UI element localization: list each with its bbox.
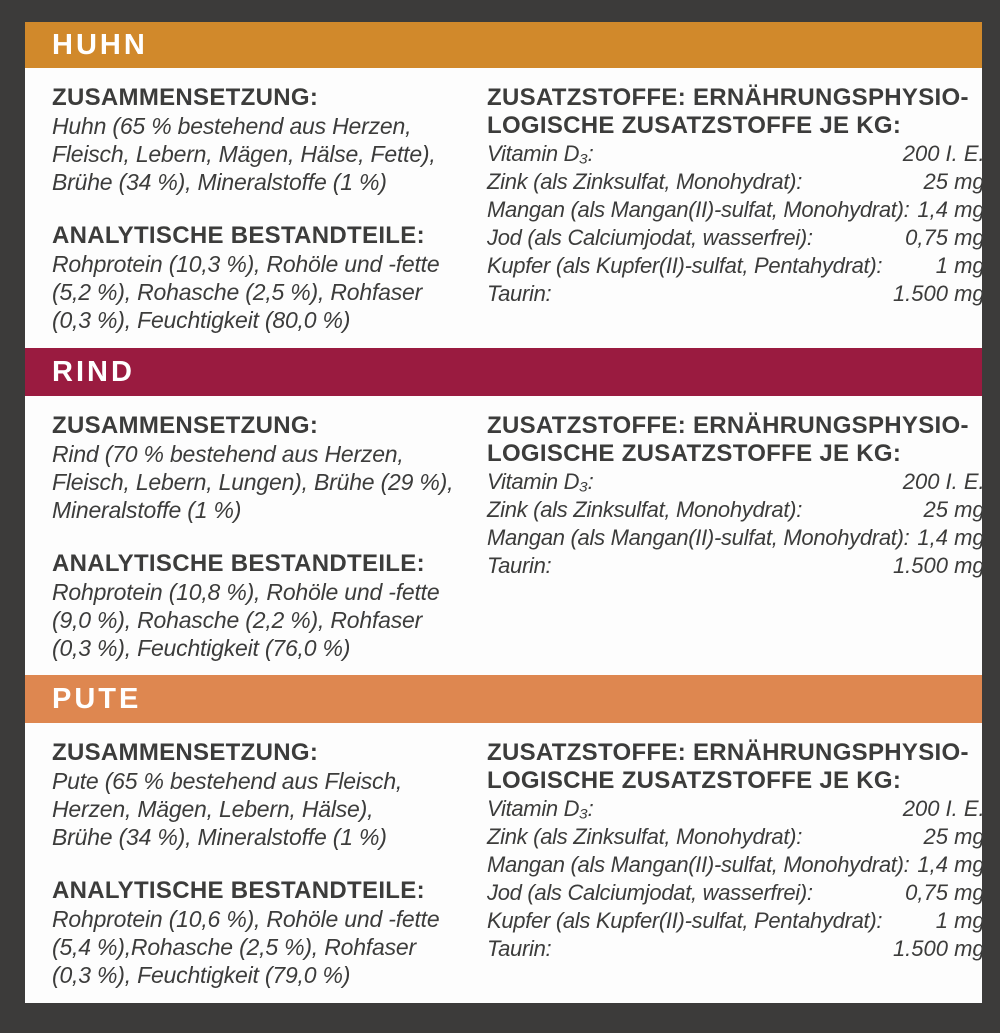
analytical-text: [52, 250, 464, 334]
additive-row: [487, 140, 985, 168]
additive-value: 25 mg: [923, 169, 985, 194]
additive-value: 1,4 mg: [917, 197, 985, 222]
additive-label: Jod (als Calciumjodat, wasserfrei):: [487, 880, 813, 905]
text-line: Rohprotein (10,3 %), Rohöle und -fette: [52, 251, 440, 277]
additive-row: [487, 907, 985, 935]
additive-value: 1,4 mg: [917, 852, 985, 877]
additives-heading-line1: ZUSATZSTOFFE: ERNÄHRUNGSPHYSIO-: [487, 84, 969, 111]
additive-row: [487, 252, 985, 280]
additive-row: [487, 935, 985, 963]
section-header-pute: [25, 675, 982, 723]
additive-row: [487, 196, 985, 224]
composition-heading: ZUSAMMENSETZUNG:: [52, 739, 319, 766]
analytical-heading: ANALYTISCHE BESTANDTEILE:: [52, 550, 425, 577]
additives-column-pute: [487, 739, 985, 1003]
composition-column-huhn: [52, 84, 464, 348]
composition-column-rind: [52, 412, 464, 675]
additive-value: 25 mg: [923, 497, 985, 522]
text-line: Brühe (34 %), Mineralstoffe (1 %): [52, 824, 387, 850]
additives-column-huhn: [487, 84, 985, 348]
additive-label: Zink (als Zinksulfat, Monohydrat):: [487, 169, 803, 194]
additives-heading-line2: LOGISCHE ZUSATZSTOFFE JE KG:: [487, 440, 902, 467]
additives-heading-line2: LOGISCHE ZUSATZSTOFFE JE KG:: [487, 112, 902, 139]
additive-value: 200 I. E.: [902, 141, 985, 166]
text-line: Pute (65 % bestehend aus Fleisch,: [52, 768, 403, 794]
composition-text: [52, 440, 464, 524]
composition-column-pute: [52, 739, 464, 1003]
additive-row: [487, 524, 985, 552]
text-line: Herzen, Mägen, Lebern, Hälse),: [52, 796, 374, 822]
text-line: (5,2 %), Rohasche (2,5 %), Rohfaser: [52, 279, 423, 305]
additive-row: [487, 280, 985, 308]
additive-value: 1 mg: [935, 908, 985, 933]
additive-label: Vitamin D₃:: [487, 141, 594, 166]
additives-heading-line2: LOGISCHE ZUSATZSTOFFE JE KG:: [487, 767, 902, 794]
ingredient-panel: [25, 22, 985, 1003]
text-line: (5,4 %),Rohasche (2,5 %), Rohfaser: [52, 934, 416, 960]
additive-value: 1.500 mg: [892, 936, 985, 961]
text-line: Rind (70 % bestehend aus Herzen,: [52, 441, 404, 467]
additive-value: 25 mg: [923, 824, 985, 849]
additive-label: Taurin:: [487, 281, 552, 306]
text-line: (9,0 %), Rohasche (2,2 %), Rohfaser: [52, 607, 423, 633]
additive-label: Taurin:: [487, 936, 552, 961]
additive-row: [487, 851, 985, 879]
section-header-rind: [25, 348, 982, 396]
analytical-text: [52, 578, 464, 662]
section-title-rind: RIND: [52, 355, 135, 388]
additives-column-rind: [487, 412, 985, 675]
additive-label: Kupfer (als Kupfer(II)-sulfat, Pentahydrat):: [487, 908, 883, 933]
additive-value: 0,75 mg: [905, 880, 985, 905]
text-line: Fleisch, Lebern, Mägen, Hälse, Fette),: [52, 141, 436, 167]
additive-label: Mangan (als Mangan(II)-sulfat, Monohydrat):: [487, 197, 910, 222]
additives-heading: [487, 412, 985, 468]
additive-value: 1.500 mg: [892, 281, 985, 306]
additive-row: [487, 552, 985, 580]
spacer: [52, 851, 464, 877]
additive-row: [487, 168, 985, 196]
analytical-heading: ANALYTISCHE BESTANDTEILE:: [52, 222, 425, 249]
additive-value: 200 I. E.: [902, 469, 985, 494]
spacer: [52, 524, 464, 550]
additive-label: Vitamin D₃:: [487, 469, 594, 494]
text-line: Fleisch, Lebern, Lungen), Brühe (29 %),: [52, 469, 454, 495]
text-line: Rohprotein (10,6 %), Rohöle und -fette: [52, 906, 440, 932]
additive-row: [487, 795, 985, 823]
additives-heading: [487, 84, 985, 140]
additives-heading-line1: ZUSATZSTOFFE: ERNÄHRUNGSPHYSIO-: [487, 739, 969, 766]
additive-value: 0,75 mg: [905, 225, 985, 250]
analytical-text: [52, 905, 464, 989]
analytical-heading: ANALYTISCHE BESTANDTEILE:: [52, 877, 425, 904]
additive-row: [487, 496, 985, 524]
composition-heading: ZUSAMMENSETZUNG:: [52, 84, 319, 111]
additive-value: 200 I. E.: [902, 796, 985, 821]
additives-heading-line1: ZUSATZSTOFFE: ERNÄHRUNGSPHYSIO-: [487, 412, 969, 439]
additive-value: 1.500 mg: [892, 553, 985, 578]
additive-value: 1 mg: [935, 253, 985, 278]
section-header-huhn: [25, 22, 982, 68]
additive-label: Mangan (als Mangan(II)-sulfat, Monohydrat):: [487, 525, 910, 550]
additive-label: Vitamin D₃:: [487, 796, 594, 821]
additive-row: [487, 823, 985, 851]
text-line: Mineralstoffe (1 %): [52, 497, 242, 523]
composition-heading: ZUSAMMENSETZUNG:: [52, 412, 319, 439]
additive-row: [487, 879, 985, 907]
additives-heading: [487, 739, 985, 795]
text-line: Brühe (34 %), Mineralstoffe (1 %): [52, 169, 387, 195]
text-line: (0,3 %), Feuchtigkeit (80,0 %): [52, 307, 351, 333]
section-title-huhn: HUHN: [52, 28, 148, 61]
additive-label: Zink (als Zinksulfat, Monohydrat):: [487, 497, 803, 522]
section-content-rind: [25, 396, 985, 675]
section-title-pute: PUTE: [52, 682, 142, 715]
composition-text: [52, 767, 464, 851]
additive-label: Zink (als Zinksulfat, Monohydrat):: [487, 824, 803, 849]
text-line: (0,3 %), Feuchtigkeit (79,0 %): [52, 962, 351, 988]
additive-label: Jod (als Calciumjodat, wasserfrei):: [487, 225, 813, 250]
spacer: [52, 196, 464, 222]
additive-value: 1,4 mg: [917, 525, 985, 550]
text-line: (0,3 %), Feuchtigkeit (76,0 %): [52, 635, 351, 661]
composition-text: [52, 112, 464, 196]
section-content-huhn: [25, 68, 985, 348]
additive-label: Taurin:: [487, 553, 552, 578]
text-line: Huhn (65 % bestehend aus Herzen,: [52, 113, 412, 139]
additive-label: Mangan (als Mangan(II)-sulfat, Monohydrat):: [487, 852, 910, 877]
additive-row: [487, 468, 985, 496]
additive-row: [487, 224, 985, 252]
section-content-pute: [25, 723, 985, 1003]
additive-label: Kupfer (als Kupfer(II)-sulfat, Pentahydrat):: [487, 253, 883, 278]
text-line: Rohprotein (10,8 %), Rohöle und -fette: [52, 579, 440, 605]
